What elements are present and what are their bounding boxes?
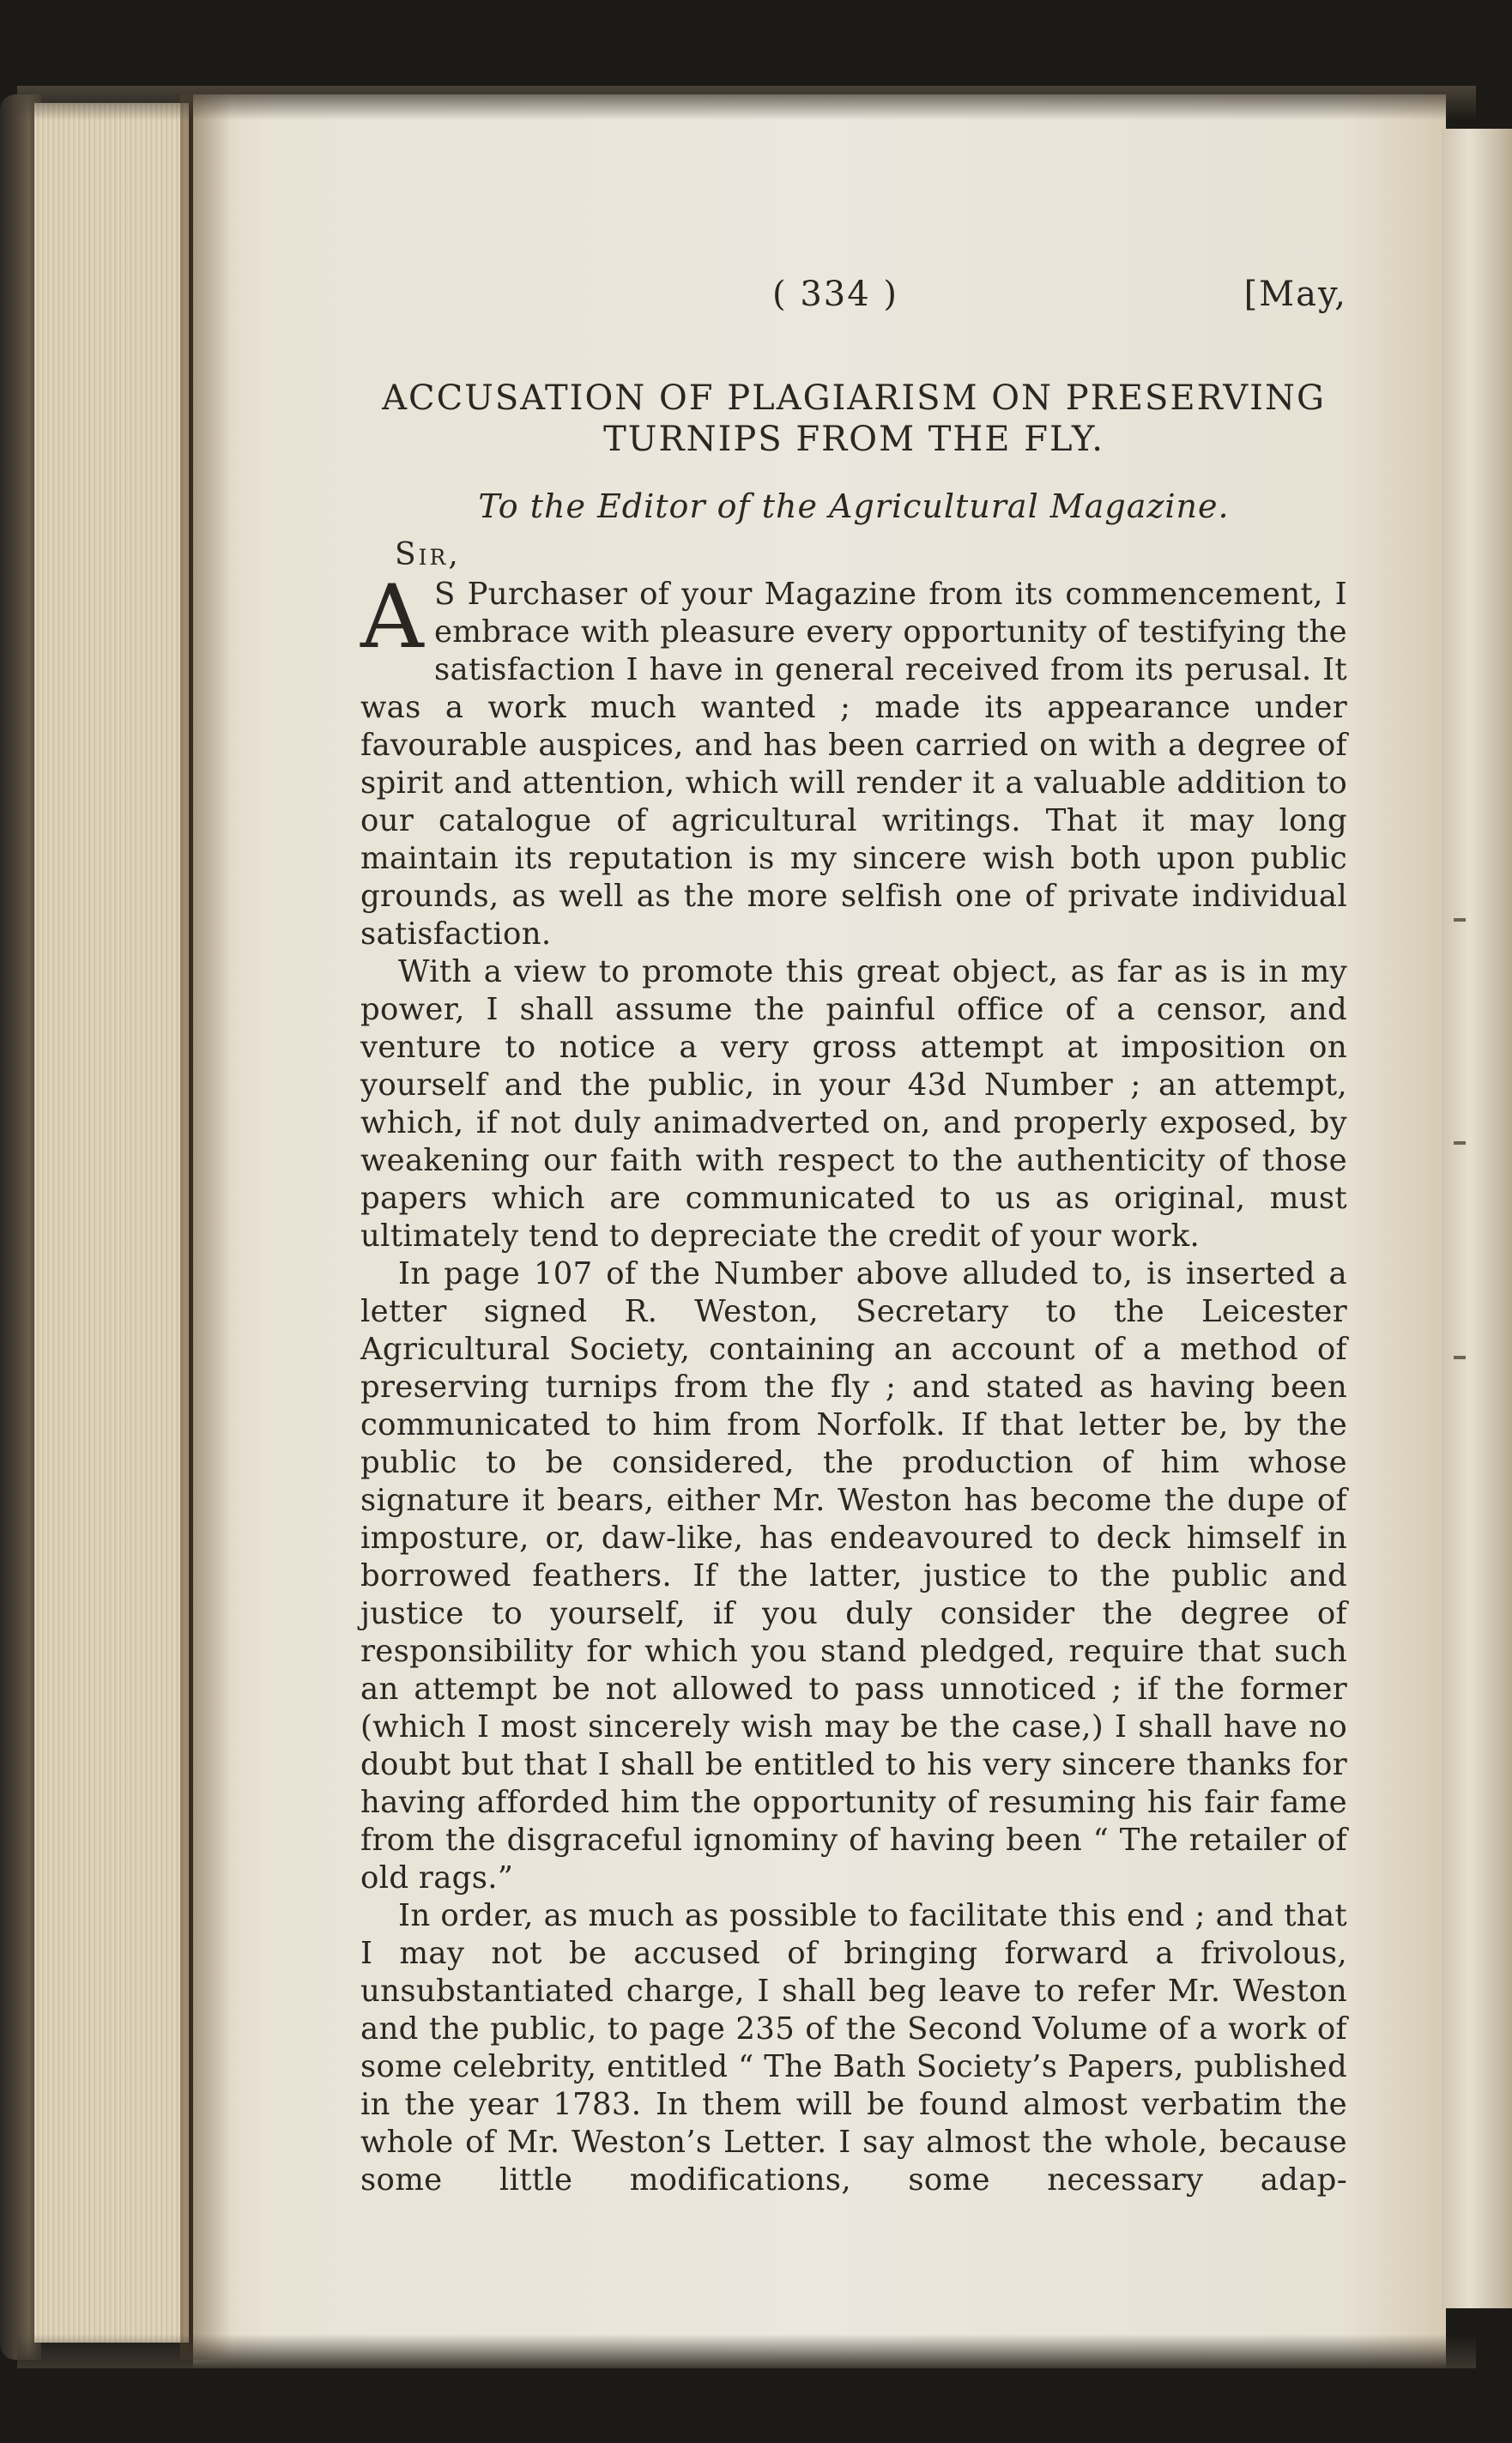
running-head xyxy=(360,275,1347,326)
page-tab-mark xyxy=(1454,1141,1466,1145)
page-stack-edge xyxy=(34,103,189,2343)
article-body xyxy=(360,566,1347,2199)
bottom-shadow xyxy=(17,2334,1476,2368)
paragraph-3: In page 107 of the Number above alluded to, is inserted a letter signed R. Weston, Secretary to the Leicester Agricultural Society, containing an account of a method of preserving turnips from the fly ; and stated as having been communicated to him from Norfolk. If that letter be, by the public to be considered, the production of him whose signature it bears, either Mr. Weston has become the dupe of imposture, or, daw-like, has endeavoured to deck himself in borrowed feathers. If the latter, justice to the public and justice to yourself, if you duly consider the degree of responsibility for which you stand pledged, require that such an attempt be not allowed to pass unnoticed ; if the former (which I most sincerely wish may be the case,) I shall have no doubt but that I shall be entitled to his very sincere thanks for having afforded him the opportunity of resuming his fair fame from the disgraceful ignominy of having been “ The retailer of old rags.” xyxy=(360,1256,1347,1896)
page-number: ( 334 ) xyxy=(772,275,898,314)
paragraph-1 xyxy=(360,566,1347,953)
paragraph-4: In order, as much as possible to facilitate this end ; and that I may not be accused of bringing forward a frivolous, unsubstantiated charge, I shall beg leave to refer Mr. Weston and the public, to page 235 of the Second Volume of a work of some celebrity, entitled “ The Bath Society’s Papers, published in the year 1783. In them will be found almost verbatim the whole of Mr. Weston’s Letter. I say almost the whole, because some little modifications, some necessary adap- xyxy=(360,1898,1347,2198)
drop-cap: A xyxy=(360,566,424,668)
gutter-shadow xyxy=(180,94,232,2360)
addressee-line: To the Editor of the Agricultural Magazine. xyxy=(478,487,1230,525)
page-tab-mark xyxy=(1454,1356,1466,1359)
page-tab-mark xyxy=(1454,918,1466,922)
article-title: ACCUSATION OF PLAGIARISM ON PRESERVING TURNIPS FROM THE FLY. xyxy=(382,378,1326,459)
facing-page-edge xyxy=(1442,129,1512,2308)
page-text xyxy=(360,275,1347,2199)
running-head-month: [May, xyxy=(1243,275,1347,314)
top-shadow xyxy=(17,86,1476,120)
salutation: Sir, xyxy=(395,537,461,572)
paragraph-1-text: S Purchaser of your Magazine from its commencement, I embrace with pleasure every opportunity of testifying the satisfaction I have in general received from its perusal. It was a work much wanted ; made its appearance under favourable auspices, and has been carried on with a degree of spirit and attention, which will render it a valuable addition to our catalogue of agricultural writings. That it may long maintain its reputation is my sincere wish both upon public grounds, as well as the more selfish one of private individual satisfaction. xyxy=(360,577,1347,952)
paragraph-2: With a view to promote this great object, as far as is in my power, I shall assume the painful office of a censor, and venture to notice a very gross attempt at imposition on yourself and the public, in your 43d Number ; an attempt, which, if not duly animadverted on, and properly exposed, by weakening our faith with respect to the authenticity of those papers which are communicated to us as original, must ultimately tend to depreciate the credit of your work. xyxy=(360,954,1347,1254)
